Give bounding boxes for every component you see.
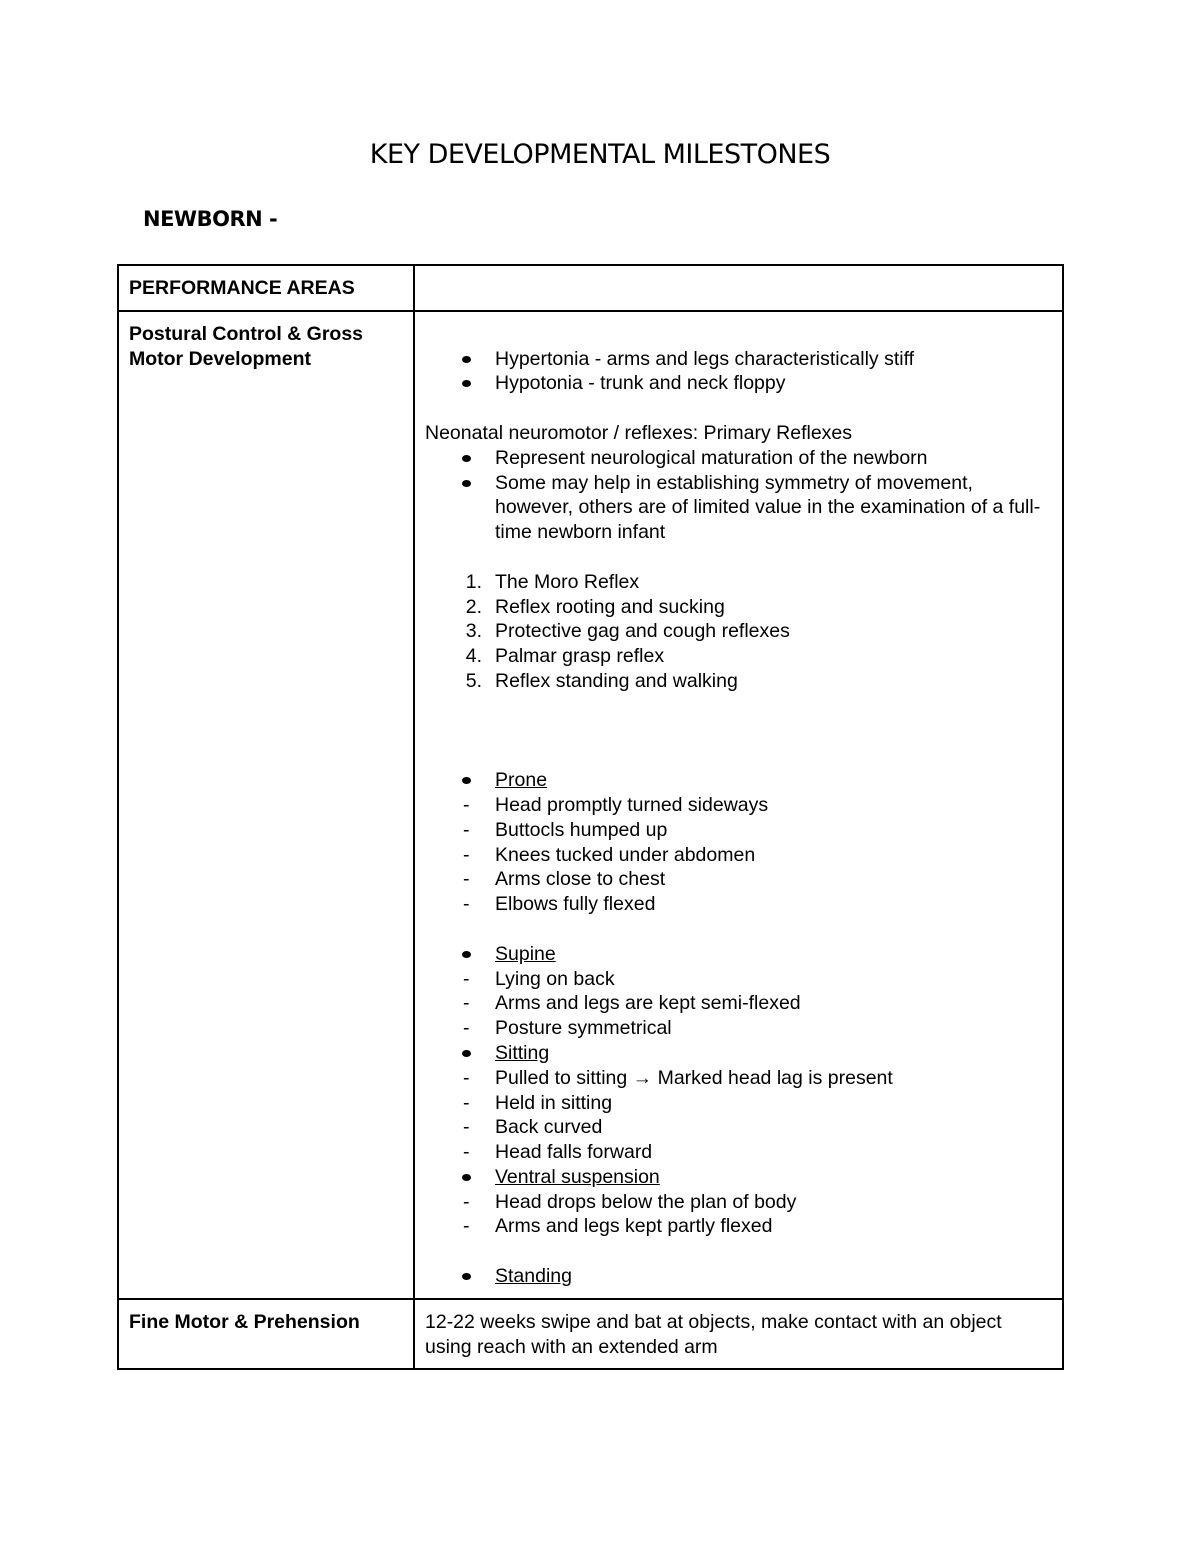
- list-item: 3. Protective gag and cough reflexes: [465, 620, 790, 643]
- area-content-cell: [414, 311, 1063, 1299]
- list-item: - Arms and legs kept partly flexed: [463, 1215, 773, 1238]
- table-row: [118, 1299, 1063, 1370]
- list-item: - Buttocls humped up: [463, 818, 668, 841]
- list-item: 2. Reflex rooting and sucking: [465, 595, 725, 618]
- area-content-cell: [414, 1299, 1063, 1370]
- reflex-bullets: [425, 446, 1052, 545]
- prone-section: [425, 768, 1052, 793]
- reflex-intro: Neonatal neuromotor / reflexes: Primary Reflexes: [425, 421, 853, 444]
- postural-control-label: Postural Control & Gross Motor Development: [129, 322, 364, 370]
- ventral-section: [425, 1165, 1052, 1190]
- ventral-items: [425, 1190, 1052, 1240]
- section-heading: NEWBORN -: [143, 207, 278, 231]
- header-empty-cell: [414, 265, 1063, 311]
- list-item: - Arms and legs are kept semi-flexed: [463, 992, 801, 1015]
- standing-heading: Standing: [495, 1265, 572, 1288]
- reflex-numbered-list: [425, 570, 1052, 694]
- prone-items: [425, 793, 1052, 917]
- muscle-tone-list: [425, 347, 1052, 397]
- table-header-row: [118, 265, 1063, 311]
- area-label-cell: [118, 311, 414, 1299]
- supine-heading: Supine: [495, 942, 556, 965]
- document-title: KEY DEVELOPMENTAL MILESTONES: [369, 139, 831, 170]
- list-item: 1. The Moro Reflex: [465, 570, 640, 593]
- fine-motor-text: 12-22 weeks swipe and bat at objects, make contact with an object using reach with an extended arm: [425, 1310, 1002, 1358]
- list-item: - Back curved: [463, 1116, 603, 1139]
- list-item: Hypertonia - arms and legs characteristically stiff: [425, 347, 1052, 372]
- list-item: - Head drops below the plan of body: [463, 1190, 797, 1213]
- list-item: Represent neurological maturation of the newborn: [425, 446, 1052, 471]
- sitting-heading: Sitting: [495, 1041, 550, 1064]
- supine-items: [425, 967, 1052, 1041]
- sitting-section: [425, 1041, 1052, 1066]
- list-item: 4. Palmar grasp reflex: [465, 645, 665, 668]
- list-item: Some may help in establishing symmetry of movement, however, others are of limited value in the examination of a full-time newborn infant: [425, 471, 1052, 545]
- standing-section: [425, 1264, 1052, 1289]
- list-item: Hypotonia - trunk and neck floppy: [425, 371, 1052, 396]
- ventral-heading: Ventral suspension: [495, 1165, 660, 1188]
- prone-heading: Prone: [495, 769, 548, 792]
- list-item: - Head falls forward: [463, 1141, 653, 1164]
- milestones-table: [117, 264, 1064, 1370]
- list-item: - Knees tucked under abdomen: [463, 843, 756, 866]
- list-item: - Head promptly turned sideways: [463, 793, 769, 816]
- list-item: 5. Reflex standing and walking: [465, 669, 738, 692]
- header-cell: [118, 265, 414, 311]
- list-item: - Arms close to chest: [463, 868, 666, 891]
- list-item: - Elbows fully flexed: [463, 893, 656, 916]
- fine-motor-label: Fine Motor & Prehension: [129, 1310, 360, 1333]
- supine-section: [425, 942, 1052, 967]
- performance-areas-header: PERFORMANCE AREAS: [129, 277, 355, 299]
- list-item: - Pulled to sitting → Marked head lag is present: [463, 1066, 893, 1089]
- list-item: - Posture symmetrical: [463, 1017, 672, 1040]
- list-item: - Lying on back: [463, 967, 615, 990]
- sitting-items: [425, 1066, 1052, 1165]
- table-row: [118, 311, 1063, 1299]
- list-item: - Held in sitting: [463, 1091, 613, 1114]
- area-label-cell: [118, 1299, 414, 1370]
